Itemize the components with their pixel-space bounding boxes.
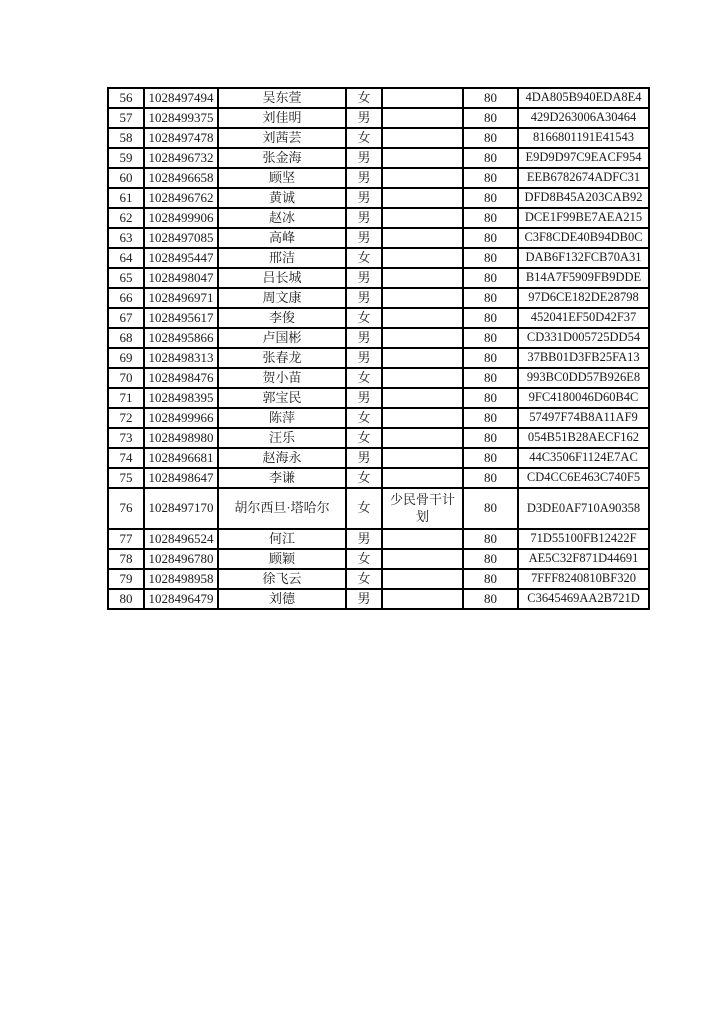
- cell-code: DCE1F99BE7AEA215: [518, 208, 649, 228]
- cell-score: 80: [463, 228, 518, 248]
- cell-name: 徐飞云: [218, 569, 346, 589]
- cell-code: DFD8B45A203CAB92: [518, 188, 649, 208]
- cell-id: 1028495866: [144, 328, 218, 348]
- cell-name: 吴东萱: [218, 88, 346, 108]
- cell-num: 73: [108, 428, 144, 448]
- cell-num: 78: [108, 549, 144, 569]
- table-row: [108, 448, 649, 468]
- cell-plan: [382, 248, 463, 268]
- cell-name: 吕长城: [218, 268, 346, 288]
- cell-id: 1028498047: [144, 268, 218, 288]
- cell-plan: [382, 368, 463, 388]
- cell-num: 56: [108, 88, 144, 108]
- cell-id: 1028497085: [144, 228, 218, 248]
- cell-name: 李谦: [218, 468, 346, 488]
- cell-score: 80: [463, 468, 518, 488]
- cell-name: 黄诚: [218, 188, 346, 208]
- cell-num: 57: [108, 108, 144, 128]
- cell-code: 4DA805B940EDA8E4: [518, 88, 649, 108]
- cell-plan: [382, 408, 463, 428]
- cell-score: 80: [463, 368, 518, 388]
- cell-plan: [382, 529, 463, 549]
- cell-code: 429D263006A30464: [518, 108, 649, 128]
- cell-code: DAB6F132FCB70A31: [518, 248, 649, 268]
- cell-plan: [382, 128, 463, 148]
- cell-score: 80: [463, 188, 518, 208]
- cell-name: 顾坚: [218, 168, 346, 188]
- cell-num: 58: [108, 128, 144, 148]
- cell-code: C3645469AA2B721D: [518, 589, 649, 609]
- cell-code: 452041EF50D42F37: [518, 308, 649, 328]
- cell-gender: 女: [346, 308, 382, 328]
- cell-num: 77: [108, 529, 144, 549]
- cell-num: 75: [108, 468, 144, 488]
- cell-code: EEB6782674ADFC31: [518, 168, 649, 188]
- cell-plan: [382, 388, 463, 408]
- roster-table-body: [108, 88, 649, 609]
- cell-gender: 女: [346, 408, 382, 428]
- cell-plan: [382, 569, 463, 589]
- cell-gender: 男: [346, 388, 382, 408]
- cell-id: 1028496971: [144, 288, 218, 308]
- cell-name: 贺小苗: [218, 368, 346, 388]
- table-row: [108, 288, 649, 308]
- cell-gender: 女: [346, 488, 382, 529]
- cell-plan: [382, 208, 463, 228]
- table-row: [108, 468, 649, 488]
- cell-num: 80: [108, 589, 144, 609]
- cell-num: 68: [108, 328, 144, 348]
- table-row: [108, 228, 649, 248]
- table-row: [108, 308, 649, 328]
- cell-score: 80: [463, 268, 518, 288]
- cell-id: 1028498958: [144, 569, 218, 589]
- table-row: [108, 208, 649, 228]
- cell-score: 80: [463, 408, 518, 428]
- cell-id: 1028497478: [144, 128, 218, 148]
- cell-gender: 男: [346, 288, 382, 308]
- cell-score: 80: [463, 388, 518, 408]
- roster-table: [107, 87, 650, 610]
- cell-plan: [382, 108, 463, 128]
- cell-name: 刘茜芸: [218, 128, 346, 148]
- cell-code: CD4CC6E463C740F5: [518, 468, 649, 488]
- cell-gender: 男: [346, 448, 382, 468]
- cell-gender: 男: [346, 148, 382, 168]
- cell-plan: [382, 188, 463, 208]
- cell-code: E9D9D97C9EACF954: [518, 148, 649, 168]
- cell-name: 赵海永: [218, 448, 346, 468]
- cell-gender: 男: [346, 108, 382, 128]
- cell-gender: 男: [346, 268, 382, 288]
- cell-num: 60: [108, 168, 144, 188]
- table-row: [108, 168, 649, 188]
- table-row: [108, 569, 649, 589]
- cell-score: 80: [463, 348, 518, 368]
- cell-plan: [382, 468, 463, 488]
- cell-code: 44C3506F1124E7AC: [518, 448, 649, 468]
- table-row: [108, 328, 649, 348]
- cell-code: 97D6CE182DE28798: [518, 288, 649, 308]
- cell-id: 1028496524: [144, 529, 218, 549]
- cell-name: 周文康: [218, 288, 346, 308]
- cell-plan: [382, 549, 463, 569]
- cell-score: 80: [463, 529, 518, 549]
- cell-score: 80: [463, 589, 518, 609]
- cell-id: 1028498980: [144, 428, 218, 448]
- cell-gender: 女: [346, 248, 382, 268]
- cell-num: 63: [108, 228, 144, 248]
- cell-code: D3DE0AF710A90358: [518, 488, 649, 529]
- cell-gender: 男: [346, 348, 382, 368]
- cell-id: 1028497494: [144, 88, 218, 108]
- cell-score: 80: [463, 288, 518, 308]
- cell-id: 1028498647: [144, 468, 218, 488]
- cell-score: 80: [463, 88, 518, 108]
- table-row: [108, 88, 649, 108]
- cell-score: 80: [463, 248, 518, 268]
- cell-code: CD331D005725DD54: [518, 328, 649, 348]
- cell-name: 刘佳明: [218, 108, 346, 128]
- cell-code: 7FFF8240810BF320: [518, 569, 649, 589]
- cell-id: 1028497170: [144, 488, 218, 529]
- cell-id: 1028498395: [144, 388, 218, 408]
- cell-id: 1028499966: [144, 408, 218, 428]
- cell-plan: 少民骨干计划: [382, 488, 463, 529]
- cell-plan: [382, 148, 463, 168]
- cell-gender: 男: [346, 208, 382, 228]
- cell-code: 57497F74B8A11AF9: [518, 408, 649, 428]
- cell-gender: 男: [346, 589, 382, 609]
- table-row: [108, 388, 649, 408]
- cell-num: 64: [108, 248, 144, 268]
- cell-gender: 女: [346, 88, 382, 108]
- cell-num: 74: [108, 448, 144, 468]
- cell-name: 张金海: [218, 148, 346, 168]
- table-row: [108, 268, 649, 288]
- cell-plan: [382, 348, 463, 368]
- cell-code: 8166801191E41543: [518, 128, 649, 148]
- cell-score: 80: [463, 328, 518, 348]
- cell-name: 陈萍: [218, 408, 346, 428]
- cell-plan: [382, 589, 463, 609]
- cell-plan: [382, 428, 463, 448]
- cell-name: 汪乐: [218, 428, 346, 448]
- cell-id: 1028499375: [144, 108, 218, 128]
- cell-gender: 男: [346, 168, 382, 188]
- cell-name: 胡尔西旦·塔哈尔: [218, 488, 346, 529]
- table-row: [108, 188, 649, 208]
- cell-id: 1028496762: [144, 188, 218, 208]
- cell-plan: [382, 168, 463, 188]
- cell-gender: 女: [346, 549, 382, 569]
- cell-name: 刘德: [218, 589, 346, 609]
- cell-score: 80: [463, 128, 518, 148]
- table-row: [108, 549, 649, 569]
- cell-num: 70: [108, 368, 144, 388]
- cell-num: 71: [108, 388, 144, 408]
- cell-id: 1028496658: [144, 168, 218, 188]
- cell-code: B14A7F5909FB9DDE: [518, 268, 649, 288]
- cell-code: 993BC0DD57B926E8: [518, 368, 649, 388]
- cell-plan: [382, 268, 463, 288]
- cell-gender: 女: [346, 368, 382, 388]
- cell-id: 1028495447: [144, 248, 218, 268]
- table-row: [108, 368, 649, 388]
- cell-score: 80: [463, 308, 518, 328]
- cell-score: 80: [463, 208, 518, 228]
- cell-plan: [382, 448, 463, 468]
- cell-gender: 女: [346, 569, 382, 589]
- cell-id: 1028499906: [144, 208, 218, 228]
- cell-score: 80: [463, 108, 518, 128]
- cell-code: 71D55100FB12422F: [518, 529, 649, 549]
- cell-score: 80: [463, 569, 518, 589]
- cell-id: 1028496681: [144, 448, 218, 468]
- cell-gender: 男: [346, 188, 382, 208]
- cell-score: 80: [463, 448, 518, 468]
- cell-num: 67: [108, 308, 144, 328]
- cell-name: 卢国彬: [218, 328, 346, 348]
- cell-num: 61: [108, 188, 144, 208]
- cell-plan: [382, 88, 463, 108]
- cell-num: 59: [108, 148, 144, 168]
- cell-num: 66: [108, 288, 144, 308]
- cell-score: 80: [463, 428, 518, 448]
- cell-id: 1028495617: [144, 308, 218, 328]
- cell-plan: [382, 228, 463, 248]
- cell-name: 顾颖: [218, 549, 346, 569]
- cell-plan: [382, 288, 463, 308]
- cell-id: 1028498313: [144, 348, 218, 368]
- table-row: [108, 589, 649, 609]
- cell-score: 80: [463, 168, 518, 188]
- cell-num: 72: [108, 408, 144, 428]
- cell-gender: 女: [346, 468, 382, 488]
- cell-plan: [382, 328, 463, 348]
- cell-code: 9FC4180046D60B4C: [518, 388, 649, 408]
- table-row: [108, 529, 649, 549]
- table-row: [108, 428, 649, 448]
- cell-name: 赵冰: [218, 208, 346, 228]
- table-row: [108, 128, 649, 148]
- table-row: [108, 108, 649, 128]
- cell-num: 69: [108, 348, 144, 368]
- cell-num: 79: [108, 569, 144, 589]
- cell-score: 80: [463, 148, 518, 168]
- cell-code: AE5C32F871D44691: [518, 549, 649, 569]
- table-row: [108, 408, 649, 428]
- cell-score: 80: [463, 488, 518, 529]
- cell-name: 郭宝民: [218, 388, 346, 408]
- cell-id: 1028496479: [144, 589, 218, 609]
- cell-name: 李俊: [218, 308, 346, 328]
- cell-score: 80: [463, 549, 518, 569]
- cell-id: 1028498476: [144, 368, 218, 388]
- cell-id: 1028496732: [144, 148, 218, 168]
- table-row: [108, 148, 649, 168]
- table-row: [108, 488, 649, 529]
- cell-code: 054B51B28AECF162: [518, 428, 649, 448]
- cell-gender: 男: [346, 328, 382, 348]
- table-row: [108, 348, 649, 368]
- cell-gender: 男: [346, 228, 382, 248]
- cell-name: 高峰: [218, 228, 346, 248]
- cell-num: 62: [108, 208, 144, 228]
- cell-gender: 女: [346, 428, 382, 448]
- cell-gender: 男: [346, 529, 382, 549]
- cell-code: 37BB01D3FB25FA13: [518, 348, 649, 368]
- cell-num: 76: [108, 488, 144, 529]
- cell-num: 65: [108, 268, 144, 288]
- cell-name: 邢洁: [218, 248, 346, 268]
- cell-plan: [382, 308, 463, 328]
- cell-code: C3F8CDE40B94DB0C: [518, 228, 649, 248]
- cell-name: 张春龙: [218, 348, 346, 368]
- cell-name: 何江: [218, 529, 346, 549]
- cell-id: 1028496780: [144, 549, 218, 569]
- cell-gender: 女: [346, 128, 382, 148]
- table-row: [108, 248, 649, 268]
